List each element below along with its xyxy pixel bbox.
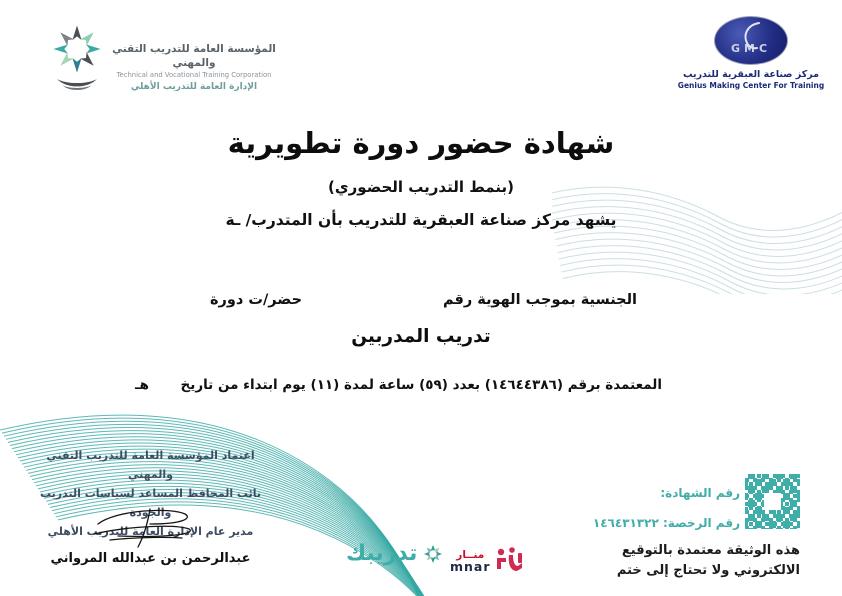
gmc-face-profile-icon [733,21,769,51]
qr-center-blank [764,493,781,510]
mnar-logo [450,545,523,577]
tvtc-name-english: Technical and Vocational Training Corporation [116,71,272,79]
certificate-title: شهادة حضور دورة تطويرية [227,126,615,160]
tvtc-star-icon [48,22,106,96]
tadreebk-logo [346,541,443,566]
gmc-name-english: Genius Making Center For Training [677,81,825,90]
gmc-acronym: GMC [730,42,772,55]
tvtc-name-arabic: المؤسسة العامة للتدريب التقني والمهني [112,43,276,69]
approval-line-1: اعتماد المؤسسة العامة للتدريب التقني والمهني [46,449,255,481]
esignature-notice [600,541,800,581]
accreditation-details: المعتمدة برقم (١٤٦٤٤٣٨٦) بعدد (٥٩) ساعة لمدة (١١) يوم ابتداء من تاريخ [180,377,662,393]
signatory-name: عبدالرحمن بن عبدالله المرواني [50,551,251,566]
gmc-oval-emblem [714,16,788,65]
mnar-wordmark-arabic: منــار [456,549,485,561]
nationality-id-label: الجنسية بموجب الهوية رقم [443,292,637,308]
esignature-notice-line-1: هذه الوثيقة معتمدة بالتوقيع [621,543,800,558]
license-number-value: ١٤٦٤٣١٣٢٢ [592,516,659,530]
gmc-logo [672,16,830,90]
tadreebk-star-icon [423,544,443,564]
certificate-number-label: رقم الشهادة: [660,486,740,500]
hijri-date-suffix: هـ [135,377,149,393]
gmc-name-arabic: مركز صناعة العبقرية للتدريب [682,69,820,80]
trainee-details-row [210,292,637,308]
signature-scribble [88,504,200,550]
license-number-line [593,516,740,530]
training-mode-subtitle: (بنمط التدريب الحضوري) [328,178,514,196]
course-name: تدريب المدربين [351,326,491,347]
accreditation-row [135,377,662,393]
mnar-emblem-icon [495,545,523,577]
esignature-notice-line-2: الالكتروني ولا تحتاج إلى ختم [616,563,800,578]
mnar-wordmark-english: mnar [450,559,491,574]
certification-statement: يشهد مركز صناعة العبقرية للتدريب بأن المتدرب/ ـة [225,211,617,229]
qr-code [745,474,800,529]
tadreebk-wordmark: تدريبك [346,541,418,566]
tvtc-department: الإدارة العامة للتدريب الأهلي [130,82,258,92]
approval-line-2: نائب المحافظ المساعد لسياسات التدريب والجودة [40,487,261,519]
approval-line-3: مدير عام الإدارة العامة للتدريب الأهلي [47,525,254,538]
attended-course-label: حضر/ت دورة [210,292,303,308]
license-number-label: رقم الرخصة: [663,516,740,530]
